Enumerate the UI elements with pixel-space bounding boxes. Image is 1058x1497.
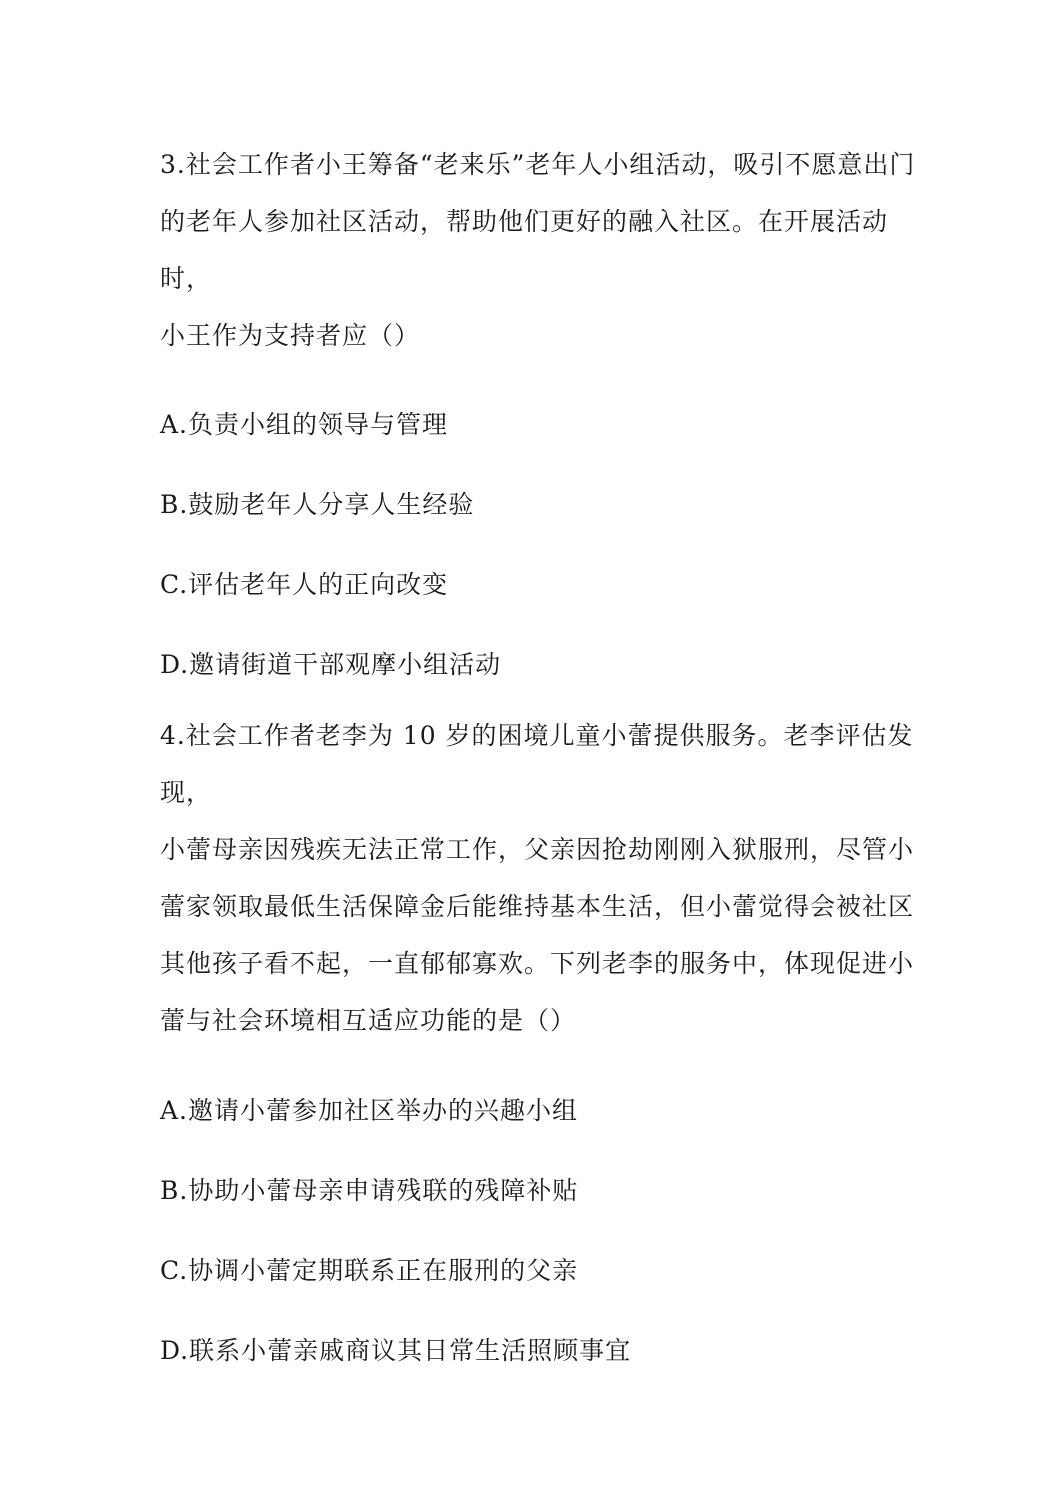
question-stem	[160, 136, 920, 364]
stem-line: 蕾与社会环境相互适应功能的是（）	[160, 1006, 577, 1035]
stem-line: 小王作为支持者应（）	[160, 321, 421, 350]
option-a: A.邀请小蕾参加社区举办的兴趣小组	[160, 1096, 579, 1125]
option-b: B.鼓励老年人分享人生经验	[160, 490, 475, 519]
stem-line: 3.社会工作者小王筹备“老来乐”老年人小组活动，吸引不愿意出门	[160, 150, 916, 179]
option-c: C.协调小蕾定期联系正在服刑的父亲	[160, 1256, 579, 1285]
option-d: D.邀请街道干部观摩小组活动	[160, 650, 502, 679]
question-stem	[160, 707, 920, 1049]
options-list	[160, 385, 920, 705]
option-c: C.评估老年人的正向改变	[160, 570, 449, 599]
option-d: D.联系小蕾亲戚商议其日常生活照顾事宜	[160, 1336, 632, 1365]
stem-line: 的老年人参加社区活动，帮助他们更好的融入社区。在开展活动时，	[160, 207, 889, 293]
options-list	[160, 1071, 920, 1391]
stem-line: 其他孩子看不起，一直郁郁寡欢。下列老李的服务中，体现促进小	[160, 949, 915, 978]
option-b: B.协助小蕾母亲申请残联的残障补贴	[160, 1176, 579, 1205]
stem-line: 蕾家领取最低生活保障金后能维持基本生活，但小蕾觉得会被社区	[160, 892, 915, 921]
question-4	[160, 707, 920, 1391]
option-a: A.负责小组的领导与管理	[160, 410, 449, 439]
stem-line: 小蕾母亲因残疾无法正常工作，父亲因抢劫刚刚入狱服刑，尽管小	[160, 835, 915, 864]
stem-line: 4.社会工作者老李为 10 岁的困境儿童小蕾提供服务。老李评估发现，	[160, 721, 914, 807]
question-3	[160, 136, 920, 705]
